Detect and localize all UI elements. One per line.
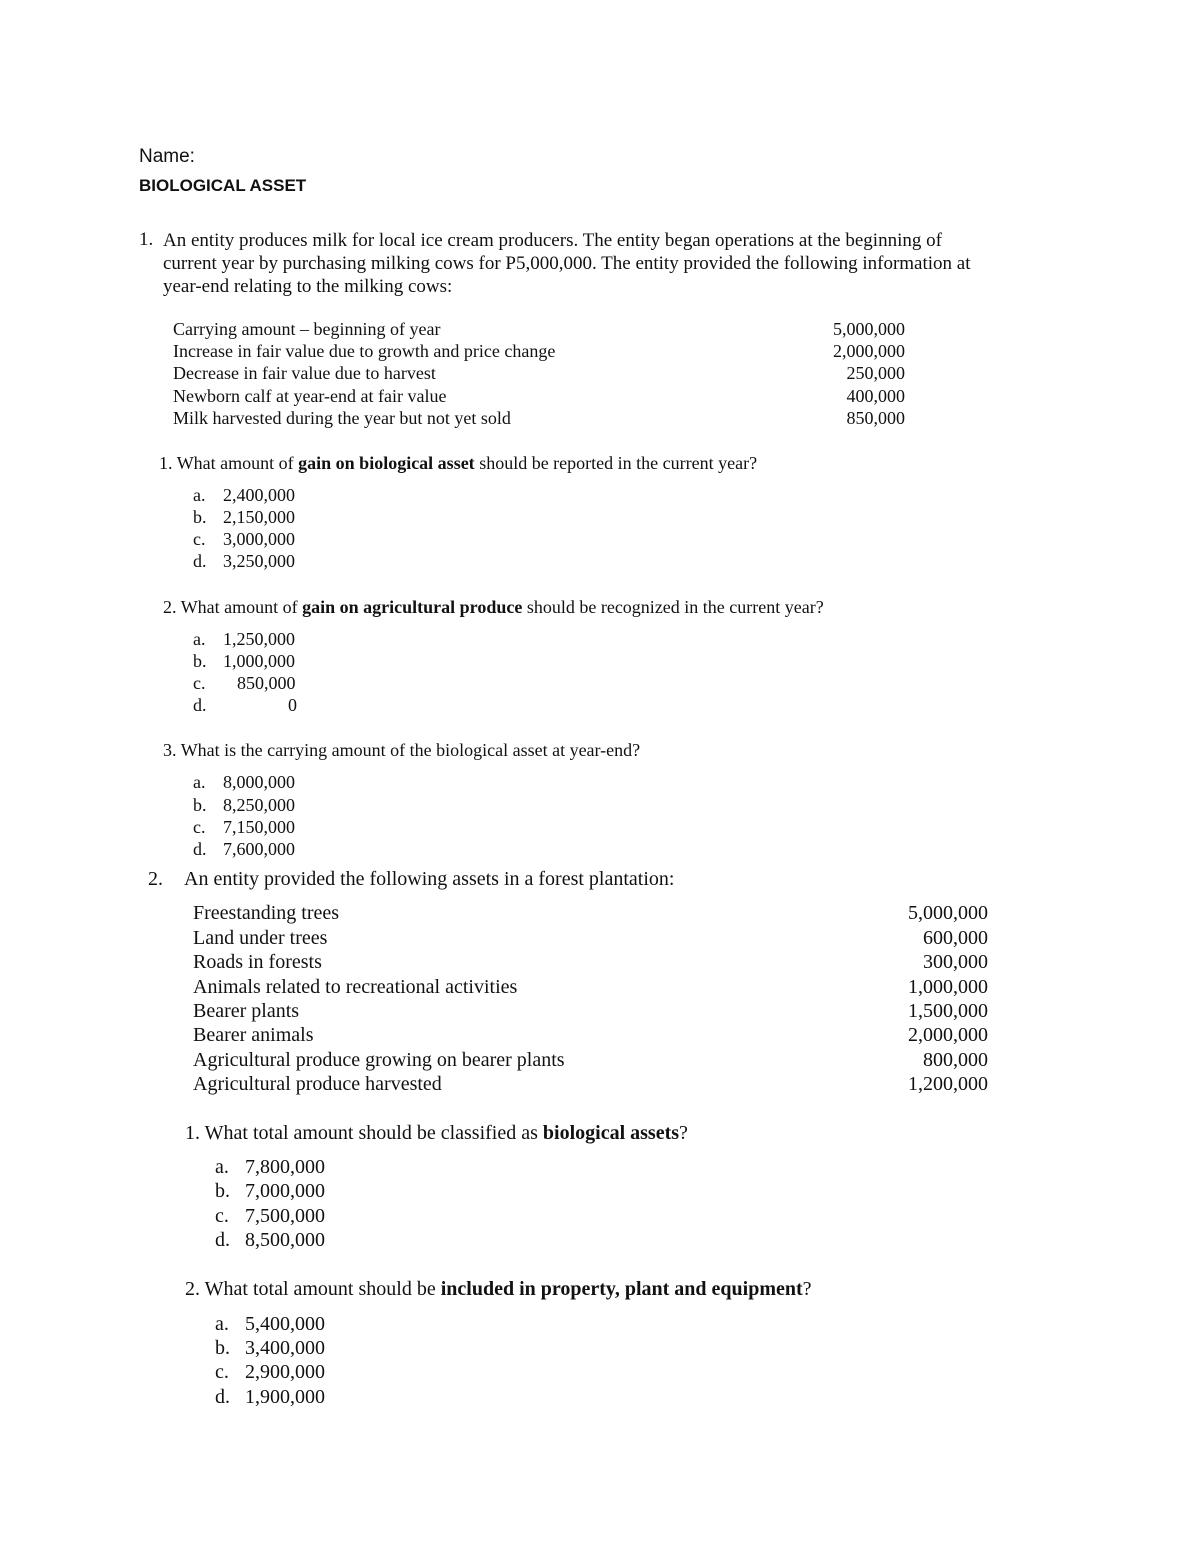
option-value: 1,000,000 (223, 651, 295, 671)
table-row (173, 362, 905, 384)
table-row (173, 385, 905, 407)
table-row (193, 1000, 988, 1024)
option-letter: a. (193, 772, 206, 792)
option-value: 7,150,000 (223, 817, 295, 837)
row-label: Agricultural produce harvested (193, 1073, 442, 1095)
row-label: Freestanding trees (193, 902, 340, 924)
question-1-1 (159, 453, 757, 474)
question-number: 2. (163, 597, 177, 617)
question-number: 1. (185, 1122, 200, 1144)
option-value: 850,000 (237, 673, 296, 693)
question-text-bold: gain on biological asset (298, 453, 475, 473)
problem-2-number: 2. (148, 868, 163, 890)
row-value: 1,200,000 (908, 1073, 988, 1095)
problem-1-number: 1. (139, 229, 154, 250)
option-letter: a. (215, 1156, 229, 1178)
option-b[interactable] (193, 507, 295, 528)
question-text-after: ? (679, 1122, 688, 1144)
row-label: Animals related to recreational activities (193, 976, 518, 998)
option-value: 7,500,000 (245, 1205, 325, 1227)
option-letter: c. (193, 529, 206, 549)
question-text-before: What is the carrying amount of the biological asset at year-end? (180, 740, 641, 760)
row-label: Agricultural produce growing on bearer plants (193, 1049, 565, 1071)
option-value: 3,250,000 (223, 551, 295, 571)
table-row (193, 902, 988, 926)
question-text-bold: biological assets (542, 1122, 680, 1144)
option-value: 8,500,000 (245, 1229, 325, 1251)
option-value: 1,900,000 (245, 1386, 325, 1408)
option-d[interactable] (193, 839, 295, 860)
option-d[interactable] (193, 551, 295, 572)
row-value: 2,000,000 (833, 341, 905, 361)
problem-1-intro: An entity produces milk for local ice cream producers. The entity began operations at the beginning of current year by purchasing milking cows for P5,000,000. The entity provided the following information at year-end relating to the milking cows: (163, 230, 971, 297)
question-text-after: should be reported in the current year? (474, 453, 758, 473)
option-value: 2,900,000 (245, 1361, 325, 1383)
row-value: 850,000 (846, 408, 905, 428)
row-value: 2,000,000 (908, 1024, 988, 1046)
option-c[interactable] (215, 1205, 325, 1228)
row-label: Newborn calf at year-end at fair value (173, 386, 447, 406)
option-value: 1,250,000 (223, 629, 295, 649)
option-letter: b. (215, 1180, 230, 1202)
question-text-after: ? (802, 1278, 812, 1300)
option-b[interactable] (193, 651, 295, 672)
question-2-2 (185, 1278, 812, 1301)
option-d[interactable] (215, 1229, 325, 1252)
option-b[interactable] (215, 1337, 325, 1360)
document-title: BIOLOGICAL ASSET (139, 176, 307, 195)
option-value: 2,150,000 (223, 507, 295, 527)
option-a[interactable] (215, 1313, 325, 1336)
option-letter: b. (193, 507, 207, 527)
table-row (173, 407, 905, 429)
option-letter: a. (193, 629, 206, 649)
option-letter: b. (193, 651, 207, 671)
option-letter: d. (193, 551, 207, 571)
row-value: 1,500,000 (908, 1000, 988, 1022)
question-number: 2. (185, 1278, 200, 1300)
row-value: 250,000 (846, 363, 905, 383)
option-letter: b. (215, 1337, 230, 1359)
option-c[interactable] (193, 817, 295, 838)
question-text-after: should be recognized in the current year? (522, 597, 824, 617)
row-value: 5,000,000 (908, 902, 988, 924)
option-letter: c. (193, 817, 206, 837)
option-a[interactable] (193, 629, 295, 650)
option-value: 7,800,000 (245, 1156, 325, 1178)
question-text-bold: included in property, plant and equipment (440, 1278, 803, 1300)
table-row (173, 340, 905, 362)
row-value: 300,000 (923, 951, 988, 973)
option-value: 7,600,000 (223, 839, 295, 859)
option-c[interactable] (193, 529, 295, 550)
option-letter: d. (215, 1229, 230, 1251)
option-c[interactable] (215, 1361, 325, 1384)
question-text-before: What amount of (176, 453, 299, 473)
option-value: 0 (288, 695, 297, 715)
question-2-1 (185, 1122, 688, 1145)
option-d[interactable] (193, 695, 297, 716)
option-c[interactable] (193, 673, 296, 694)
question-number: 3. (163, 740, 177, 760)
question-text-before: What total amount should be classified as (204, 1122, 543, 1144)
row-label: Land under trees (193, 927, 328, 949)
option-value: 3,400,000 (245, 1337, 325, 1359)
row-value: 400,000 (846, 386, 905, 406)
option-letter: a. (193, 485, 206, 505)
option-a[interactable] (193, 772, 295, 793)
option-value: 8,000,000 (223, 772, 295, 792)
option-letter: d. (193, 695, 207, 715)
option-value: 5,400,000 (245, 1313, 325, 1335)
option-letter: c. (215, 1205, 229, 1227)
question-text-before: What total amount should be (204, 1278, 441, 1300)
row-value: 5,000,000 (833, 319, 905, 339)
question-text-before: What amount of (180, 597, 303, 617)
option-letter: c. (193, 673, 206, 693)
row-label: Carrying amount – beginning of year (173, 319, 441, 339)
option-d[interactable] (215, 1386, 325, 1409)
row-label: Milk harvested during the year but not yet sold (173, 408, 511, 428)
question-text-bold: gain on agricultural produce (302, 597, 523, 617)
table-row (193, 927, 988, 951)
row-value: 1,000,000 (908, 976, 988, 998)
option-value: 3,000,000 (223, 529, 295, 549)
row-label: Roads in forests (193, 951, 322, 973)
table-row (193, 951, 988, 975)
name-label: Name: (139, 146, 195, 167)
question-number: 1. (159, 453, 173, 473)
row-value: 800,000 (923, 1049, 988, 1071)
option-letter: d. (193, 839, 207, 859)
option-b[interactable] (215, 1180, 325, 1203)
table-row (193, 1024, 988, 1048)
row-label: Bearer plants (193, 1000, 300, 1022)
option-a[interactable] (215, 1156, 325, 1179)
option-value: 8,250,000 (223, 795, 295, 815)
row-label: Increase in fair value due to growth and price change (173, 341, 556, 361)
option-letter: b. (193, 795, 207, 815)
row-label: Bearer animals (193, 1024, 314, 1046)
option-letter: d. (215, 1386, 230, 1408)
question-1-2 (163, 597, 824, 618)
question-1-3 (163, 740, 640, 761)
option-a[interactable] (193, 485, 295, 506)
table-row (173, 318, 905, 340)
option-letter: c. (215, 1361, 229, 1383)
table-row (193, 1073, 988, 1097)
option-letter: a. (215, 1313, 229, 1335)
problem-2-intro: An entity provided the following assets in a forest plantation: (184, 868, 675, 890)
table-row (193, 1049, 988, 1073)
table-row (193, 976, 988, 1000)
option-value: 2,400,000 (223, 485, 295, 505)
option-b[interactable] (193, 795, 295, 816)
row-label: Decrease in fair value due to harvest (173, 363, 436, 383)
row-value: 600,000 (923, 927, 988, 949)
option-value: 7,000,000 (245, 1180, 325, 1202)
